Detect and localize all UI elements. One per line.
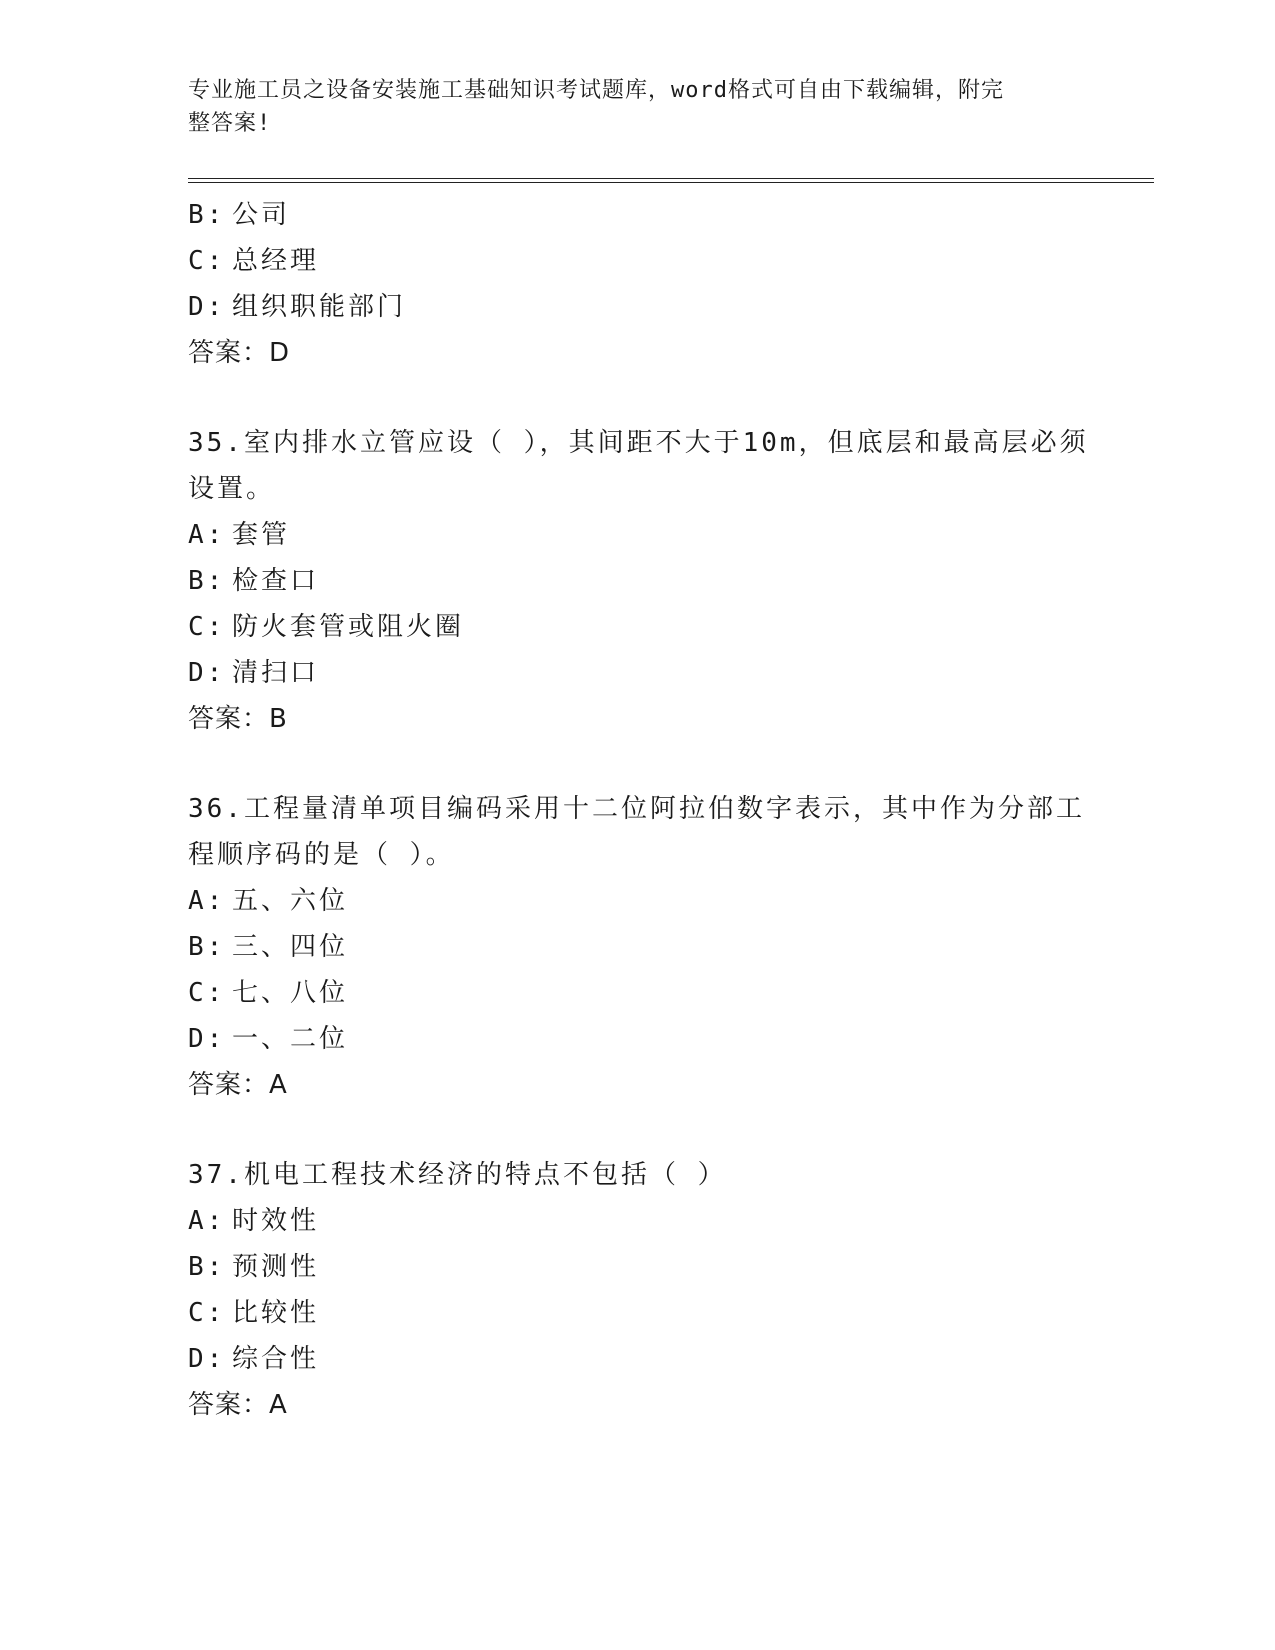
question-text-line-1: 36.工程量清单项目编码采用十二位阿拉伯数字表示，其中作为分部工	[188, 794, 1085, 824]
option-c	[188, 1290, 1088, 1336]
header-divider-bottom	[188, 182, 1154, 183]
header-line-2: 整答案!	[188, 111, 272, 136]
question-text-line-1: 37.机电工程技术经济的特点不包括（ ）	[188, 1160, 727, 1190]
option-c	[188, 238, 1088, 284]
option-key: C:	[188, 612, 226, 642]
option-text: 时效性	[232, 1206, 320, 1236]
option-key: B:	[188, 1252, 226, 1282]
question-35	[188, 420, 1088, 742]
option-key: C:	[188, 978, 226, 1008]
option-text: 五、六位	[232, 886, 349, 916]
option-d	[188, 650, 1088, 696]
option-key: B:	[188, 200, 226, 230]
option-key: D:	[188, 1024, 226, 1054]
option-text: 总经理	[232, 246, 320, 276]
option-key: C:	[188, 1298, 226, 1328]
question-37	[188, 1152, 1088, 1428]
option-b	[188, 192, 1088, 238]
option-b	[188, 1244, 1088, 1290]
option-text: 一、二位	[232, 1024, 349, 1054]
question-text-line-2: 设置。	[188, 474, 276, 504]
option-text: 三、四位	[232, 932, 349, 962]
option-text: 预测性	[232, 1252, 320, 1282]
question-text-line-1: 35.室内排水立管应设（ ），其间距不大于10m，但底层和最高层必须	[188, 428, 1089, 458]
header-divider-top	[188, 178, 1154, 179]
option-d	[188, 284, 1088, 330]
spacer	[188, 742, 1088, 786]
question-list	[188, 192, 1088, 1428]
option-text: 检查口	[232, 566, 320, 596]
question-34-continued	[188, 192, 1088, 376]
option-key: C:	[188, 246, 226, 276]
answer-line: 答案：A	[188, 1390, 288, 1420]
option-text: 防火套管或阻火圈	[232, 612, 465, 642]
option-d	[188, 1336, 1088, 1382]
option-a	[188, 1198, 1088, 1244]
option-key: B:	[188, 566, 226, 596]
option-key: D:	[188, 1344, 226, 1374]
option-b	[188, 558, 1088, 604]
option-key: A:	[188, 886, 226, 916]
header-line-1: 专业施工员之设备安装施工基础知识考试题库，word格式可自由下载编辑，附完	[188, 78, 1004, 103]
option-key: A:	[188, 520, 226, 550]
answer-line: 答案：B	[188, 704, 288, 734]
question-36	[188, 786, 1088, 1108]
answer-line: 答案：A	[188, 1070, 288, 1100]
option-b	[188, 924, 1088, 970]
answer-line: 答案：D	[188, 338, 291, 368]
question-text-line-2: 程顺序码的是（ ）。	[188, 840, 455, 870]
option-key: A:	[188, 1206, 226, 1236]
option-text: 组织职能部门	[232, 292, 407, 322]
option-key: B:	[188, 932, 226, 962]
option-a	[188, 878, 1088, 924]
option-c	[188, 970, 1088, 1016]
option-c	[188, 604, 1088, 650]
option-text: 清扫口	[232, 658, 320, 688]
spacer	[188, 1108, 1088, 1152]
option-key: D:	[188, 292, 226, 322]
option-text: 七、八位	[232, 978, 349, 1008]
option-text: 比较性	[232, 1298, 320, 1328]
document-header	[188, 74, 1068, 140]
option-d	[188, 1016, 1088, 1062]
option-text: 综合性	[232, 1344, 320, 1374]
option-text: 套管	[232, 520, 291, 550]
option-a	[188, 512, 1088, 558]
option-key: D:	[188, 658, 226, 688]
option-text: 公司	[232, 200, 291, 230]
spacer	[188, 376, 1088, 420]
